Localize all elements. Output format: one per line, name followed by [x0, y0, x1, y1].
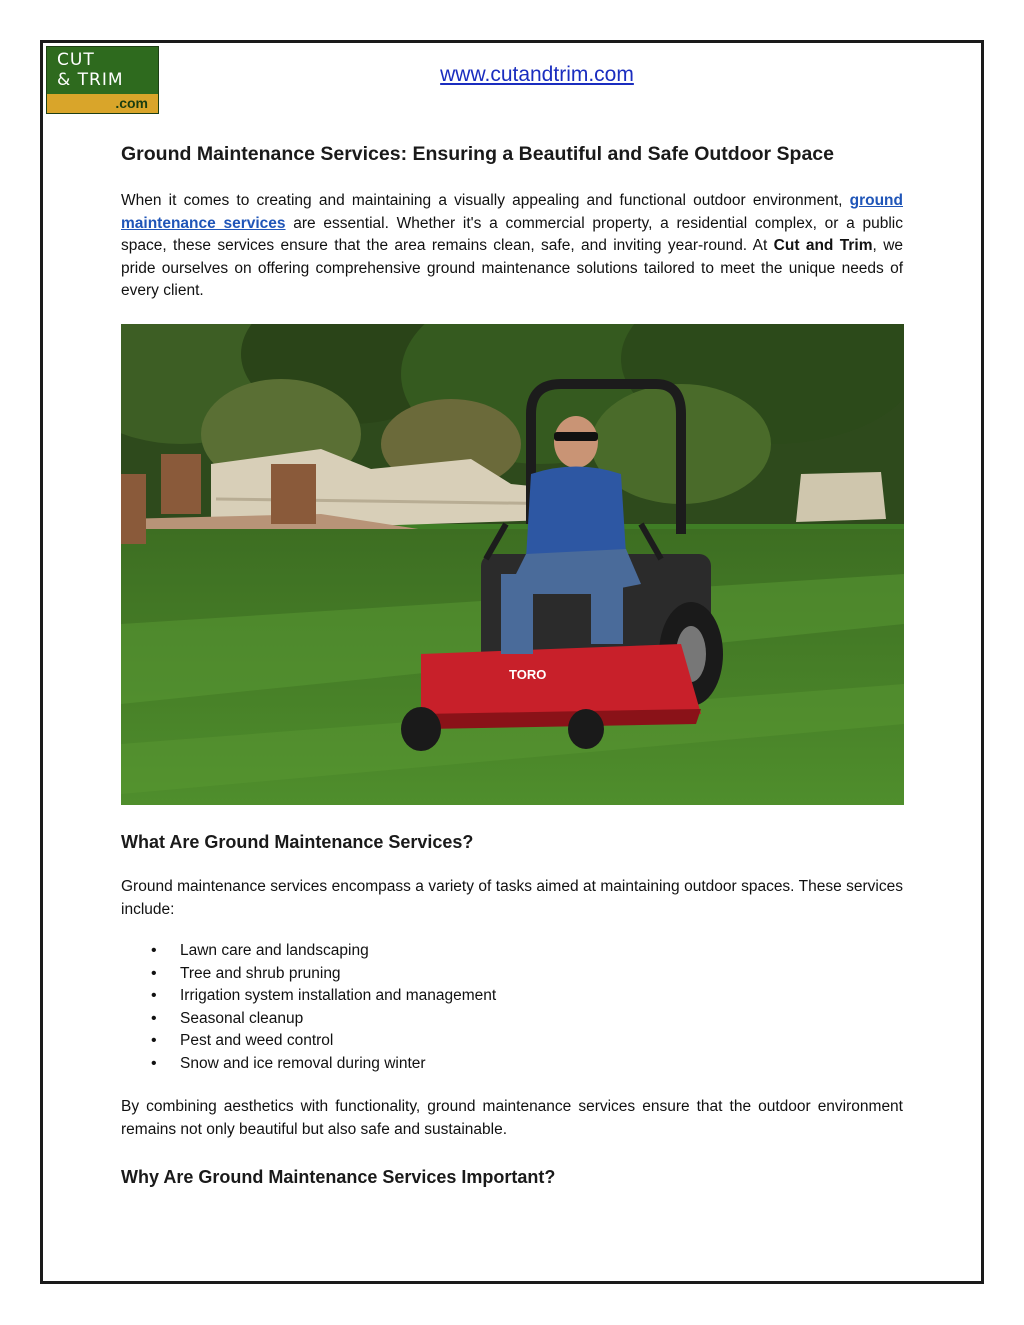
services-list: [121, 940, 821, 1075]
list-item: • Tree and shrub pruning: [121, 963, 821, 986]
intro-text-3: , we pride ourselves on offering comprehensive ground maintenance solutions tailored to meet the unique needs of every client.: [121, 237, 904, 299]
lawn-mower-photo: [121, 324, 904, 805]
intro-text-2: are essential. Whether it's a commercial property, a residential complex, or a public space, these services ensure that the area remains clean, safe, and inviting year-round. At: [121, 214, 903, 254]
page-title: Ground Maintenance Services: Ensuring a Beautiful and Safe Outdoor Space: [121, 143, 834, 165]
logo-line-cut: CUT: [57, 50, 95, 70]
section-heading-what: What Are Ground Maintenance Services?: [121, 832, 474, 852]
logo-line-trim: & TRIM: [57, 70, 124, 90]
ground-maintenance-services-link[interactable]: ground maintenance services: [121, 192, 903, 232]
list-item: • Snow and ice removal during winter: [121, 1053, 821, 1076]
intro-text-1: When it comes to creating and maintaining a visually appealing and functional outdoor environment,: [121, 192, 850, 209]
brand-name: Cut and Trim: [773, 237, 873, 254]
section-heading-why: Why Are Ground Maintenance Services Important?: [121, 1167, 556, 1187]
section1-body: Ground maintenance services encompass a variety of tasks aimed at maintaining outdoor spaces. These services include:: [121, 878, 903, 918]
intro-paragraph: [121, 190, 903, 303]
list-item: • Lawn care and landscaping: [121, 940, 821, 963]
site-url-link[interactable]: www.cutandtrim.com: [440, 63, 634, 86]
toro-brand-label: TORO: [509, 667, 547, 682]
logo-line-dotcom: .com: [47, 94, 158, 113]
list-item: • Pest and weed control: [121, 1030, 821, 1053]
section1-closing: By combining aesthetics with functionality, ground maintenance services ensure that the outdoor environment remains not only beautiful but also safe and sustainable.: [121, 1098, 903, 1138]
list-item: • Irrigation system installation and management: [121, 985, 821, 1008]
list-item: • Seasonal cleanup: [121, 1008, 821, 1031]
